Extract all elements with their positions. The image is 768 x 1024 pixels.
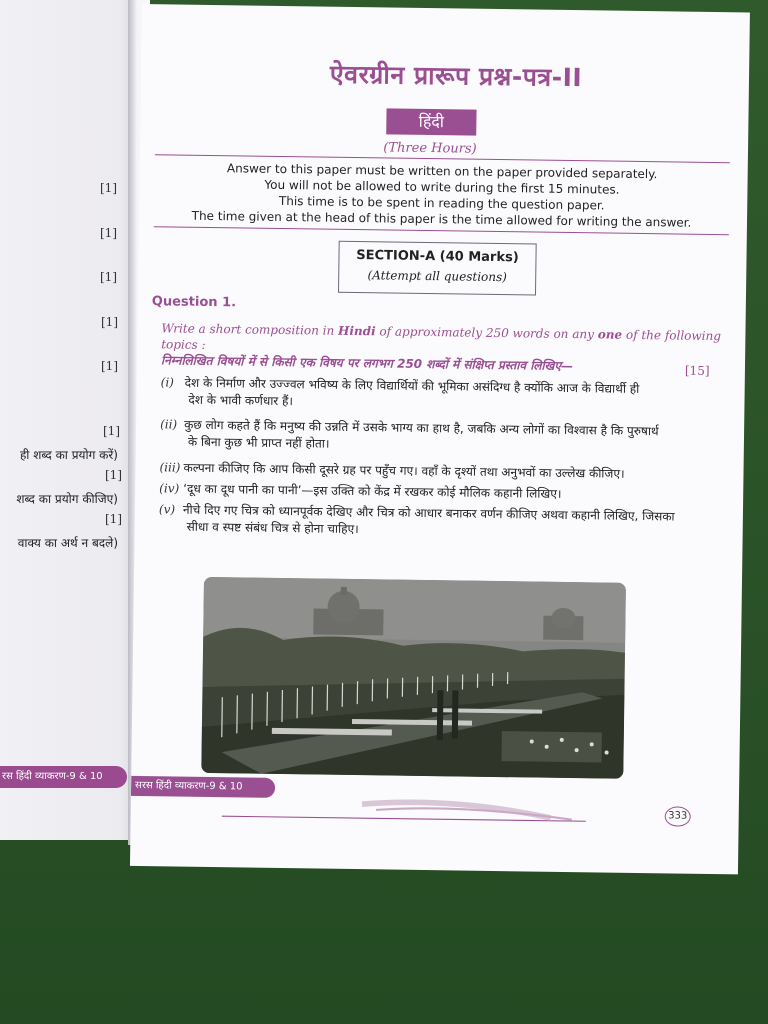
instruction-line: The time given at the head of this paper is the time allowed for writing the answer.: [191, 208, 692, 230]
option-number: (v): [158, 502, 176, 517]
option-number: (ii): [160, 417, 178, 432]
section-box: [338, 241, 537, 296]
option-number: (iv): [159, 481, 180, 496]
page-number: 333: [665, 806, 691, 826]
paper-title: ऐवरग्रीन प्रारूप प्रश्न-पत्र-II: [329, 59, 583, 93]
option-item: [160, 416, 720, 458]
option-number: (iii): [159, 460, 181, 475]
mark-label: [1]: [101, 359, 118, 373]
left-text-line: वाक्य का अर्थ न बदले): [17, 536, 118, 550]
mark-label: [1]: [100, 270, 117, 284]
question-text-part: of the following topics :: [161, 327, 722, 352]
mark-label: [1]: [105, 512, 122, 526]
option-text: कल्पना कीजिए कि आप किसी दूसरे ग्रह पर पहुँच गए। वहाँ के दृश्यों तथा अनुभवों का उल्लेख कीजिए।: [183, 460, 625, 481]
left-footer-label: रस हिंदी व्याकरण-9 & 10: [0, 766, 127, 788]
option-text-cont: देश के भावी कर्णधार हैं।: [188, 392, 294, 409]
mark-label: [1]: [100, 181, 117, 195]
instruction-line: You will not be allowed to write during the first 15 minutes.: [264, 177, 620, 197]
instruction-line: This time is to be spent in reading the question paper.: [278, 193, 605, 213]
mark-label: [1]: [101, 315, 118, 329]
question-text-part: of approximately 250 words on any: [375, 324, 598, 342]
subject-badge: हिंदी: [386, 108, 476, 135]
option-item: [159, 459, 719, 484]
question-label: Question 1.: [151, 294, 237, 311]
mark-label: [1]: [105, 468, 122, 482]
option-text-cont: सीधा व स्पष्ट संबंध चित्र से होना चाहिए।: [186, 519, 359, 537]
section-subtitle: (Attempt all questions): [367, 268, 507, 285]
parade-photo: [201, 577, 626, 779]
section-title: SECTION-A (40 Marks): [356, 248, 519, 266]
mark-label: [1]: [100, 226, 117, 240]
option-text: कुछ लोग कहते हैं कि मनुष्य की उन्नति में उसके भाग्य का हाथ है, जबकि अन्य लोगों का विश्वास है कि पुरुषार्थ: [184, 417, 659, 439]
option-item: [159, 501, 719, 543]
left-page: [0, 0, 140, 840]
option-text: नीचे दिए गए चित्र को ध्यानपूर्वक देखिए और चित्र को आधार बनाकर वर्णन कीजिए अथवा कहानी लिखिए, जिसका: [182, 502, 675, 524]
question-hindi: निम्नलिखित विषयों में से किसी एक विषय पर लगभग 250 शब्दों में संक्षिप्त प्रस्ताव लिखिए—: [160, 353, 574, 374]
footer-book-label: सरस हिंदी व्याकरण-9 & 10: [131, 776, 275, 798]
option-text-cont: के बिना कुछ भी प्राप्त नहीं होता।: [187, 434, 330, 451]
mark-label: [1]: [103, 424, 120, 438]
instruction-line: Answer to this paper must be written on the paper provided separately.: [226, 161, 658, 182]
left-text-line: ही शब्द का प्रयोग करें): [19, 448, 118, 462]
question-marks: [15]: [684, 363, 710, 378]
option-text: देश के निर्माण और उज्ज्वल भविष्य के लिए विद्यार्थियों की भूमिका असंदिग्ध है क्योंकि आज के विद्यार्थी ही: [184, 375, 640, 396]
right-page: [130, 4, 750, 874]
footer-swoosh: [131, 794, 739, 830]
left-text-line: शब्द का प्रयोग कीजिए): [16, 492, 118, 506]
option-item: [160, 374, 720, 416]
question-text-bold: Hindi: [337, 323, 376, 339]
duration-label: (Three Hours): [383, 140, 477, 157]
option-number: (i): [160, 375, 175, 390]
option-item: [159, 480, 719, 505]
question-text-bold: one: [597, 327, 623, 342]
option-text: ‘दूध का दूध पानी का पानी’—इस उक्ति को केंद्र में रखकर कोई मौलिक कहानी लिखिए।: [183, 481, 562, 501]
question-text-part: Write a short composition in: [161, 321, 339, 338]
